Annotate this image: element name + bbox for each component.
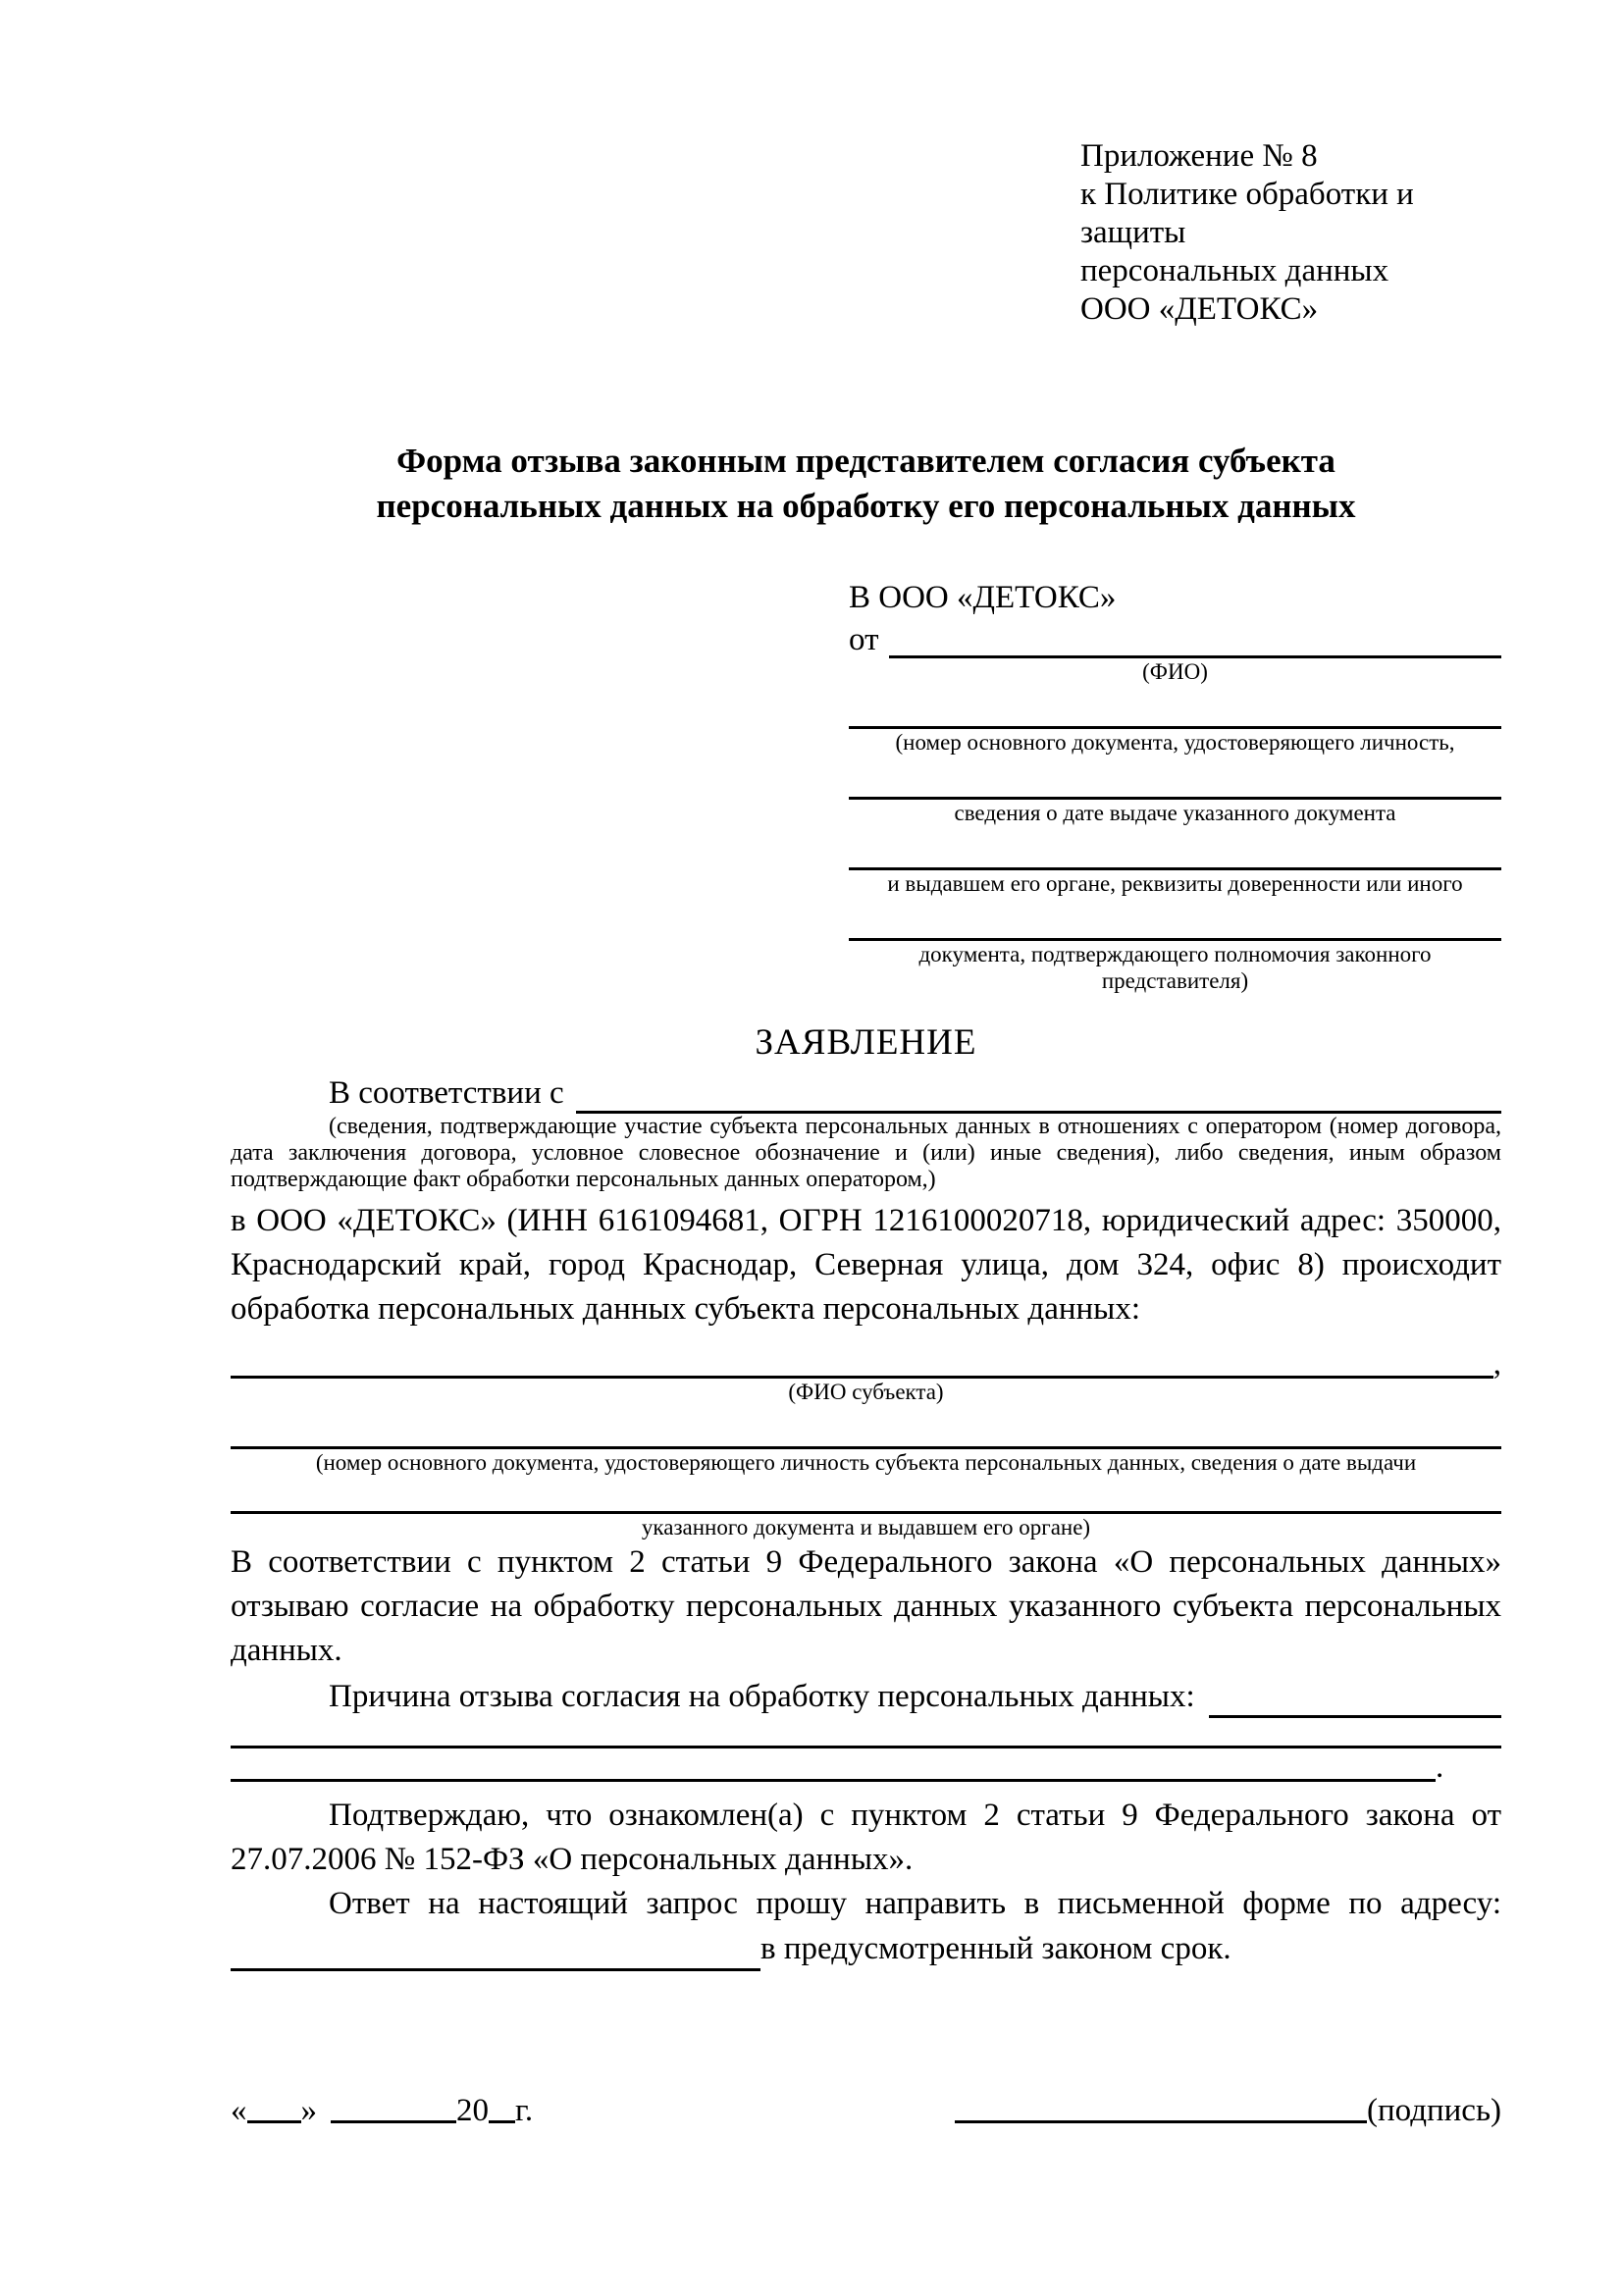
basis-field[interactable] xyxy=(576,1081,1501,1114)
subject-fio-caption: (ФИО субъекта) xyxy=(788,1380,944,1404)
statement-heading: ЗАЯВЛЕНИЕ xyxy=(755,1022,977,1063)
appendix-header xyxy=(1080,137,1501,329)
representative-doc-field-3[interactable] xyxy=(849,826,1501,870)
subject-doc-field-2[interactable] xyxy=(231,1476,1501,1514)
representative-doc-caption-2: сведения о дате выдаче указанного документа xyxy=(954,801,1396,825)
signature-caption: (подпись) xyxy=(1367,2093,1501,2128)
date-quote-close: » xyxy=(300,2093,317,2128)
representative-doc-caption-4: документа, подтверждающего полномочия законного представителя) xyxy=(918,942,1432,993)
subject-fio-row xyxy=(231,1345,1501,1382)
reason-label: Причина отзыва согласия на обработку персональных данных: xyxy=(329,1679,1195,1714)
representative-fio-field[interactable] xyxy=(889,626,1502,658)
representative-doc-caption-3: и выдавшем его органе, реквизиты доверенности или иного xyxy=(887,871,1463,896)
signature-field[interactable] xyxy=(955,2093,1367,2123)
representative-doc-field-4[interactable] xyxy=(849,897,1501,941)
date-month-field[interactable] xyxy=(331,2093,456,2123)
date-group xyxy=(231,2089,533,2133)
appendix-header-line-1: Приложение № 8 xyxy=(1080,138,1318,174)
addressee-to: В ООО «ДЕТОКС» xyxy=(849,580,1117,615)
date-day-field[interactable] xyxy=(247,2093,301,2123)
intro-prefix: В соответствии с xyxy=(329,1075,564,1111)
footer-row xyxy=(231,2089,1501,2133)
reason-trailing-period: . xyxy=(1436,1749,1444,1785)
confirm-paragraph: Подтверждаю, что ознакомлен(а) с пунктом 2 статьи 9 Федерального закона от 27.07.2006 № 152-ФЗ «О персональных данных». xyxy=(231,1798,1501,1877)
intro-caption: (сведения, подтверждающие участие субъекта персональных данных в отношениях с оператором (номер договора, дата заключения договора, условное словесное обозначение и (или) иные сведения), либо сведения, иным образом подтверждающие факт обработки персональных данных оператором,) xyxy=(231,1114,1501,1192)
document-title: Форма отзыва законным представителем согласия субъекта персональных данных на обработку его персональных данных xyxy=(376,442,1356,525)
subject-doc-caption-1: (номер основного документа, удостоверяющего личность субъекта персональных данных, сведения о дате выдачи xyxy=(315,1450,1417,1475)
document-content xyxy=(231,0,1501,2133)
reason-row xyxy=(231,1673,1501,1718)
operator-paragraph: в ООО «ДЕТОКС» (ИНН 6161094681, ОГРН 1216100020718, юридический адрес: 350000, Краснодарский край, город Краснодар, Северная улица, дом 324, офис 8) происходит обработка персональных данных субъекта персональных данных: xyxy=(231,1203,1501,1327)
representative-doc-field-1[interactable] xyxy=(849,685,1501,729)
fio-caption: (ФИО) xyxy=(1142,659,1208,684)
reply-suffix: в предусмотренный законом срок. xyxy=(760,1931,1231,1966)
reason-field-line-3-row xyxy=(231,1748,1501,1785)
reason-field-line-2[interactable] xyxy=(231,1718,1501,1748)
addressee-block xyxy=(849,576,1501,994)
reply-address-field[interactable] xyxy=(231,1937,760,1971)
intro-row xyxy=(231,1070,1501,1114)
representative-doc-field-2[interactable] xyxy=(849,756,1501,800)
representative-doc-caption-1: (номер основного документа, удостоверяющего личность, xyxy=(895,730,1455,755)
date-year-suffix: г. xyxy=(515,2093,534,2128)
appendix-header-line-2: к Политике обработки и защиты xyxy=(1080,177,1414,250)
reply-address-row xyxy=(231,1926,1501,1971)
withdraw-paragraph: В соответствии с пунктом 2 статьи 9 Федерального закона «О персональных данных» отзываю согласие на обработку персональных данных указанного субъекта персональных данных. xyxy=(231,1544,1501,1668)
subject-doc-field-1[interactable] xyxy=(231,1405,1501,1449)
reply-prefix: Ответ на настоящий запрос прошу направить в письменной форме по адресу: xyxy=(329,1886,1501,1921)
signature-group xyxy=(955,2089,1501,2133)
date-quote-open: « xyxy=(231,2093,247,2128)
from-label: от xyxy=(849,622,879,657)
reason-field-line-3[interactable] xyxy=(231,1749,1436,1782)
appendix-header-line-3: персональных данных xyxy=(1080,253,1389,288)
date-year-prefix: 20 xyxy=(456,2093,489,2128)
subject-doc-caption-2: указанного документа и выдавшем его органе) xyxy=(641,1515,1091,1539)
date-year-field[interactable] xyxy=(489,2093,515,2123)
from-row xyxy=(849,619,1501,658)
reason-field[interactable] xyxy=(1209,1686,1501,1718)
appendix-header-line-4: ООО «ДЕТОКС» xyxy=(1080,291,1319,327)
subject-fio-trailing-comma: , xyxy=(1492,1346,1501,1382)
